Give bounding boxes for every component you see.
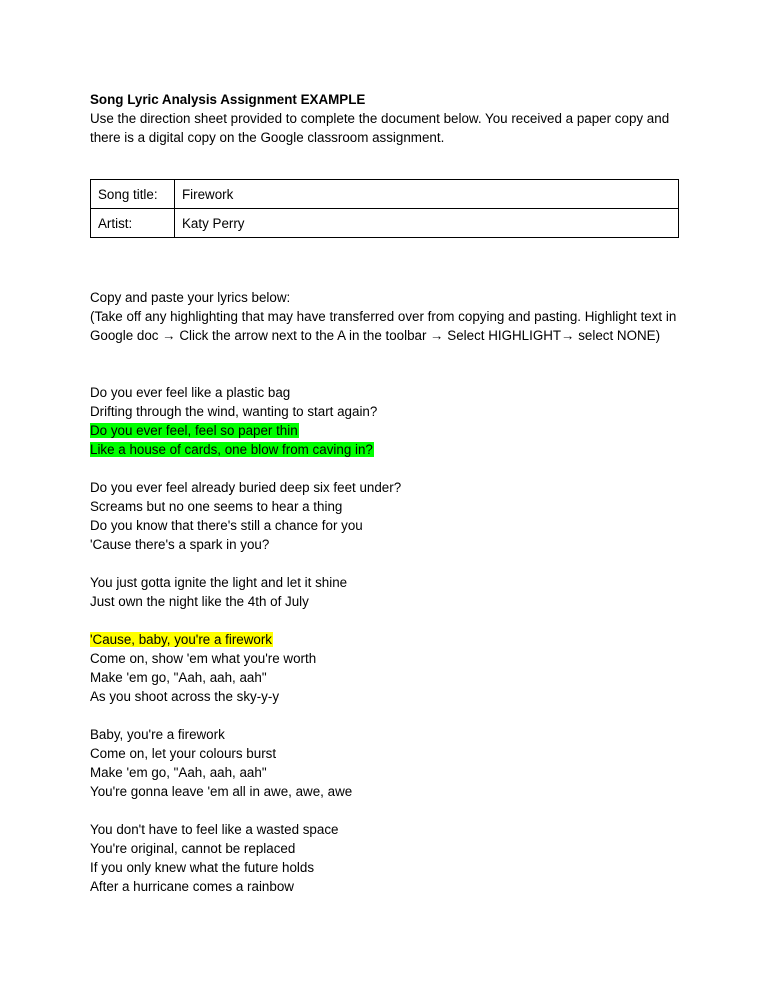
lyrics-stanza-1 — [90, 383, 690, 459]
lyric-line: Do you ever feel already buried deep six feet under? — [90, 480, 402, 495]
lyric-line: Make 'em go, "Aah, aah, aah" — [90, 670, 267, 685]
lyric-line: Do you know that there's still a chance for you — [90, 518, 363, 533]
lyric-line: Come on, let your colours burst — [90, 746, 277, 761]
lyric-line: As you shoot across the sky-y-y — [90, 689, 280, 704]
lyric-line: 'Cause there's a spark in you? — [90, 537, 270, 552]
artist-value[interactable]: Katy Perry — [175, 209, 679, 238]
lyric-line: Drifting through the wind, wanting to start again? — [90, 404, 378, 419]
lyrics-stanza-6 — [90, 820, 690, 896]
lyric-line: Baby, you're a firework — [90, 727, 225, 742]
lyric-line: After a hurricane comes a rainbow — [90, 879, 294, 894]
lyrics-section — [90, 383, 690, 896]
green-highlight: Do you ever feel, feel so paper thin — [90, 423, 298, 438]
lyric-line: Do you ever feel like a plastic bag — [90, 385, 291, 400]
lyric-line: You're original, cannot be replaced — [90, 841, 296, 856]
lyric-line: You're gonna leave 'em all in awe, awe, awe — [90, 784, 353, 799]
green-highlight: Like a house of cards, one blow from caving in? — [90, 442, 373, 457]
lyric-line: Come on, show 'em what you're worth — [90, 651, 317, 666]
lyrics-stanza-3 — [90, 573, 690, 611]
table-row — [91, 209, 679, 238]
lyric-line: Make 'em go, "Aah, aah, aah" — [90, 765, 267, 780]
table-row — [91, 180, 679, 209]
lyric-line: Screams but no one seems to hear a thing — [90, 499, 343, 514]
lyric-line: If you only knew what the future holds — [90, 860, 315, 875]
song-title-label: Song title: — [91, 180, 175, 209]
yellow-highlight: 'Cause, baby, you're a firework — [90, 632, 273, 647]
instructions-block — [90, 288, 690, 345]
lyric-line-highlighted — [90, 630, 690, 649]
instructions-heading: Copy and paste your lyrics below: — [90, 290, 291, 305]
lyrics-stanza-5 — [90, 725, 690, 801]
lyrics-stanza-4 — [90, 630, 690, 706]
lyric-line: Just own the night like the 4th of July — [90, 594, 309, 609]
lyric-line-highlighted — [90, 440, 690, 459]
song-title-value[interactable]: Firework — [175, 180, 679, 209]
lyric-line-highlighted — [90, 421, 690, 440]
lyric-line: You don't have to feel like a wasted space — [90, 822, 339, 837]
lyrics-stanza-2 — [90, 478, 690, 554]
document-title: Song Lyric Analysis Assignment EXAMPLE — [90, 92, 366, 107]
artist-label: Artist: — [91, 209, 175, 238]
directions-text: Use the direction sheet provided to complete the document below. You received a paper copy and there is a digital copy on the Google classroom assignment. — [90, 111, 670, 145]
instructions-note: (Take off any highlighting that may have transferred over from copying and pasting. Highlight text in Google doc → Click the arrow next to the A in the toolbar → Select HIGHLIGHT→ select NONE) — [90, 309, 677, 343]
lyric-line: You just gotta ignite the light and let it shine — [90, 575, 348, 590]
document-page — [90, 90, 690, 915]
song-info-table — [90, 179, 679, 238]
